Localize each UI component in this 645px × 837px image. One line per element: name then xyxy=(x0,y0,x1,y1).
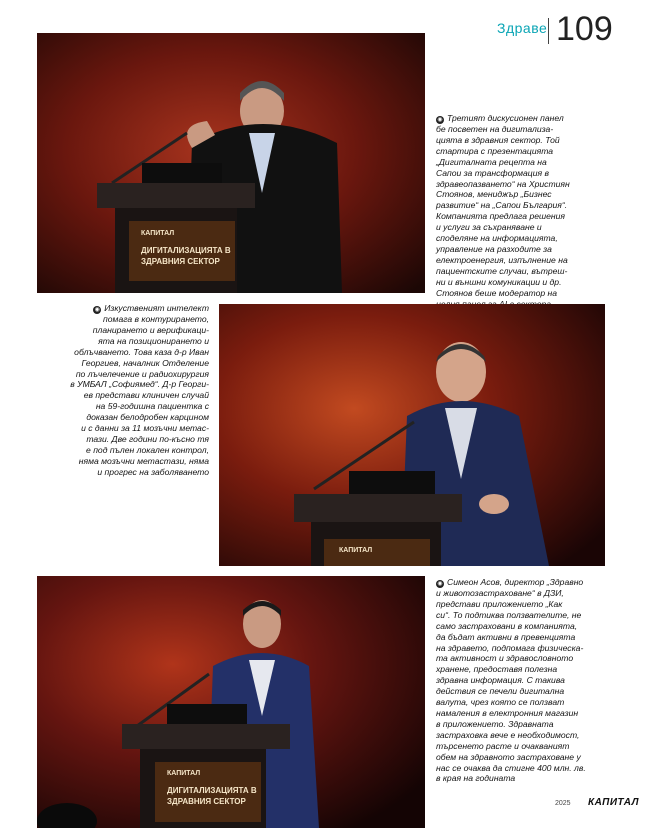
banner-title-line1: ДИГИТАЛИЗАЦИЯТА В xyxy=(141,246,231,255)
caption-line xyxy=(51,325,209,336)
caption-line xyxy=(436,113,596,124)
photo-panelist-1 xyxy=(37,33,425,293)
caption-line-text: Изкуственият интелект xyxy=(104,303,209,313)
banner-title-line1: ДИГИТАЛИЗАЦИЯТА В xyxy=(167,786,257,795)
caption-line xyxy=(51,390,209,401)
caption-line-text: помага в контурирането, xyxy=(103,314,209,324)
photo-panelist-2 xyxy=(219,304,605,566)
caption-line xyxy=(436,675,606,686)
caption-line xyxy=(51,456,209,467)
caption-line-text: ята на позиционирането и xyxy=(98,335,209,346)
caption-line xyxy=(436,653,606,664)
camera-icon: ◉ xyxy=(94,307,100,313)
header-divider xyxy=(548,18,549,44)
caption-line xyxy=(436,730,606,741)
caption-line xyxy=(436,708,606,719)
caption-line-text: здравна информация. С такива xyxy=(436,675,565,686)
banner-brand-text: КАПИТАЛ xyxy=(141,230,175,237)
footer-year: 2025 xyxy=(555,800,571,807)
caption-line xyxy=(436,773,606,784)
caption-line-text: в УМБАЛ „Софиямед“. Д-р Георги- xyxy=(70,379,209,390)
caption-line-text: тази. Две години по-късно тя xyxy=(86,433,209,444)
caption-line xyxy=(51,336,209,347)
caption-line xyxy=(436,686,606,697)
caption-line-text: по лъчелечение и радиохирургия xyxy=(75,368,209,379)
caption-line xyxy=(51,303,209,314)
caption-line-text: цията в здравния сектор. Той xyxy=(436,134,560,145)
caption-line xyxy=(436,135,596,146)
caption-line xyxy=(436,244,596,255)
caption-line-text: стартира с презентацията xyxy=(436,145,554,156)
caption-2 xyxy=(51,303,209,478)
caption-line xyxy=(436,610,606,621)
caption-line-text: развитие“ на „Сапои България“. xyxy=(436,200,568,211)
caption-line-text: и прогрес на заболяването xyxy=(97,466,209,477)
caption-line-text: и с данни за 11 мозъчни метас- xyxy=(81,423,209,434)
photo-panelist-3 xyxy=(37,576,425,828)
caption-line xyxy=(436,255,596,266)
caption-line xyxy=(436,157,596,168)
caption-line-text: та активност и здравословното xyxy=(436,653,574,664)
caption-line-text: Стоянов, мениджър „Бизнес xyxy=(436,189,552,200)
caption-line xyxy=(436,179,596,190)
caption-line xyxy=(51,467,209,478)
caption-line xyxy=(51,412,209,423)
caption-line xyxy=(51,358,209,369)
banner-brand-text: КАПИТАЛ xyxy=(339,547,373,554)
caption-line-text: споделяне на информацията, xyxy=(436,233,558,244)
caption-line-text: намаления в електронния магазин xyxy=(436,707,579,718)
caption-line-text: обем на здравното застраховане у xyxy=(436,751,581,762)
caption-line xyxy=(436,168,596,179)
caption-1 xyxy=(436,113,596,309)
caption-line-text: действия се печели дигитална xyxy=(436,686,565,697)
caption-line-text: здравеопазването“ на Християн xyxy=(436,178,570,189)
caption-line-text: Компанията предлага решения xyxy=(436,211,566,222)
caption-line-text: да бъдат активни в превенцията xyxy=(436,631,576,642)
caption-line-text: на здравето, подпомага физическа- xyxy=(436,642,584,653)
banner-title-line2: ЗДРАВНИЯ СЕКТОР xyxy=(141,257,220,266)
banner-brand-text: КАПИТАЛ xyxy=(167,770,201,777)
caption-3 xyxy=(436,577,606,784)
caption-line xyxy=(436,211,596,222)
caption-line-text: облъчването. Това каза д-р Иван xyxy=(74,346,209,357)
caption-line-text: Стоянов беше модератор на xyxy=(436,287,558,298)
caption-line xyxy=(51,314,209,325)
caption-line xyxy=(436,577,606,588)
caption-line-text: в края на годината xyxy=(436,773,516,784)
caption-line-text: планирането и верификаци- xyxy=(92,324,209,335)
caption-line xyxy=(436,599,606,610)
caption-line xyxy=(436,752,606,763)
caption-line-text: на 59-годишна пациентка с xyxy=(95,401,209,412)
caption-line xyxy=(51,347,209,358)
camera-icon: ◉ xyxy=(437,581,443,587)
caption-line-text: търсенето расте и очакваният xyxy=(436,740,570,751)
footer-brand: КАПИТАЛ xyxy=(588,797,639,808)
caption-line-text: електроенергия, изпълнение на xyxy=(436,254,568,265)
section-title: Здраве xyxy=(497,20,548,36)
caption-line-text: управление на разходите за xyxy=(436,243,552,254)
caption-line-text: ни и външни комуникации и др. xyxy=(436,276,562,287)
caption-line xyxy=(51,423,209,434)
caption-line xyxy=(436,643,606,654)
caption-line xyxy=(436,621,606,632)
caption-line-text: и услуги за съхраняване и xyxy=(436,222,542,233)
caption-line-text: си“. То подтиква ползвателите, не xyxy=(436,609,582,620)
caption-line xyxy=(436,146,596,157)
caption-line-text: представи приложението „Как xyxy=(436,598,563,609)
caption-line xyxy=(436,632,606,643)
caption-line-text: е под пълен локален контрол, xyxy=(86,444,209,455)
caption-line-text: валута, чрез която се ползват xyxy=(436,697,565,708)
caption-line-text: доказан белодробен карцином xyxy=(86,412,209,423)
caption-line-text: нас се очаква да стигне 400 млн. лв. xyxy=(436,762,586,773)
caption-line xyxy=(51,401,209,412)
caption-line xyxy=(436,200,596,211)
caption-line-text: хранене, предоставя полезна xyxy=(436,664,558,675)
caption-line-text: пациентските случаи, вътреш- xyxy=(436,265,568,276)
caption-line-text: Третият дискусионен панел xyxy=(447,113,564,123)
page-number: 109 xyxy=(556,10,613,48)
caption-line xyxy=(436,277,596,288)
caption-line xyxy=(436,189,596,200)
caption-line xyxy=(436,233,596,244)
caption-line xyxy=(51,369,209,380)
caption-line xyxy=(436,124,596,135)
caption-line xyxy=(436,697,606,708)
caption-line xyxy=(51,379,209,390)
caption-line xyxy=(436,664,606,675)
caption-line-text: „Дигиталната рецепта на xyxy=(436,156,547,167)
caption-line-text: застраховка вече е необходимост, xyxy=(436,729,580,740)
caption-line xyxy=(436,763,606,774)
caption-line-text: бе посветен на дигитализа- xyxy=(436,124,554,134)
caption-line xyxy=(436,266,596,277)
caption-line-text: Георгиев, началник Отделение xyxy=(81,357,209,368)
banner-title-line2: ЗДРАВНИЯ СЕКТОР xyxy=(167,797,246,806)
caption-line-text: в приложението. Здравната xyxy=(436,718,554,729)
caption-line xyxy=(51,434,209,445)
caption-line xyxy=(436,741,606,752)
caption-line xyxy=(436,719,606,730)
caption-line-text: Сапои за трансформация в xyxy=(436,167,549,178)
camera-icon: ◉ xyxy=(437,117,443,123)
caption-line xyxy=(51,445,209,456)
caption-line xyxy=(436,588,606,599)
caption-line xyxy=(436,222,596,233)
caption-line xyxy=(436,288,596,299)
caption-line-text: няма мозъчни метастази, няма xyxy=(78,455,209,466)
caption-line-text: Симеон Асов, директор „Здравно xyxy=(447,577,584,587)
caption-line-text: и животозастраховане“ в ДЗИ, xyxy=(436,588,564,598)
caption-line-text: ев представи клиничен случай xyxy=(83,390,209,401)
caption-line-text: само застраховани в компанията, xyxy=(436,620,578,631)
